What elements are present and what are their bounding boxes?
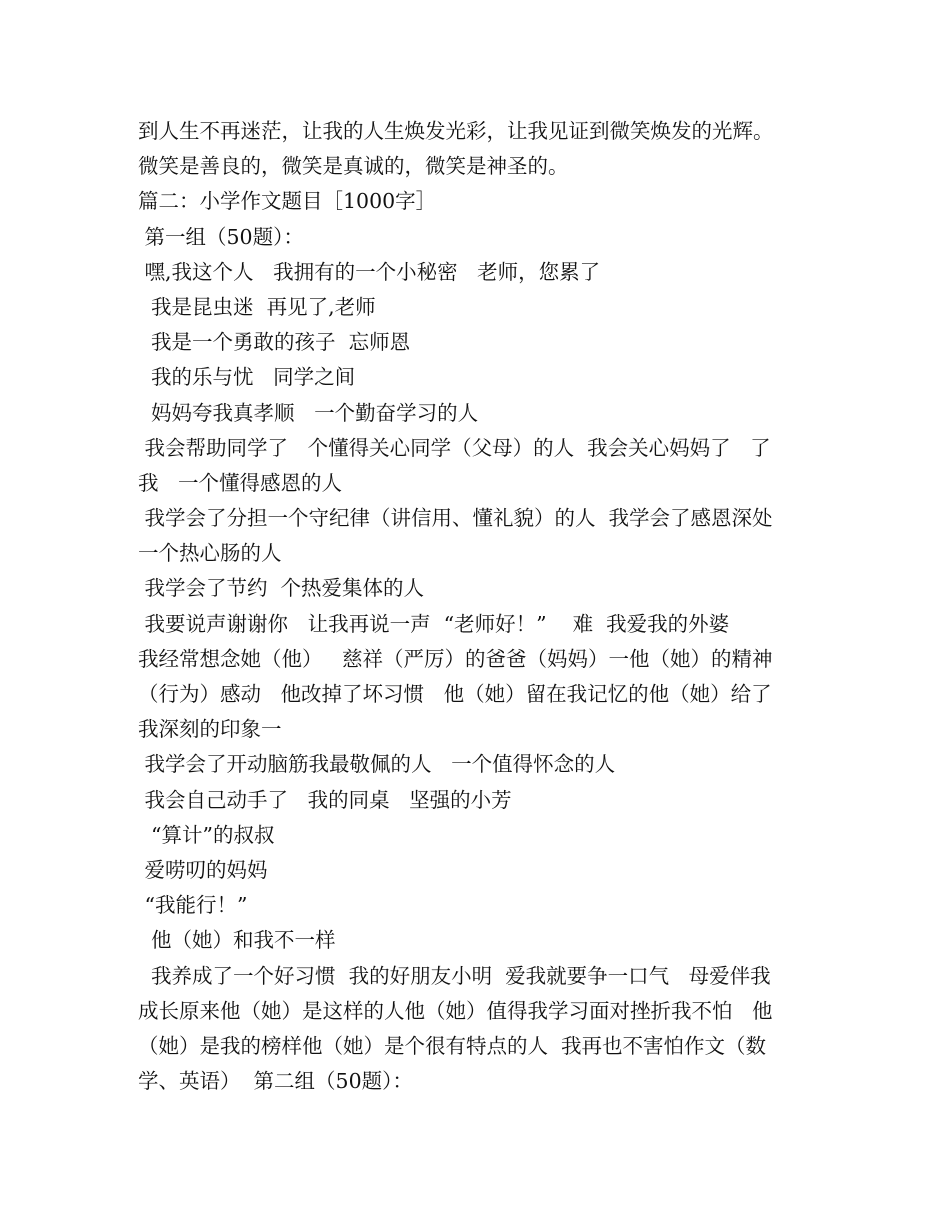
text-line: 我学会了节约 个热爱集体的人 <box>138 576 425 601</box>
text-line: 成长原来他（她）是这样的人他（她）值得我学习面对挫折我不怕 他 <box>138 998 773 1023</box>
text-line: 学、英语） 第二组（50题）： <box>138 1069 413 1094</box>
text-line: 我经常想念她（他） 慈祥（严厉）的爸爸（妈妈）一他（她）的精神 <box>138 646 773 671</box>
text-line: 爱唠叨的妈妈 <box>138 857 268 882</box>
text-line: “算计”的叔叔 <box>138 822 275 847</box>
text-line: 嘿,我这个人 我拥有的一个小秘密 老师，您累了 <box>138 259 601 284</box>
document-body <box>138 114 818 1099</box>
text-line: 我养成了一个好习惯 我的好朋友小明 爱我就要争一口气 母爱伴我 <box>138 963 771 988</box>
text-line: 我学会了分担一个守纪律（讲信用、懂礼貌）的人 我学会了感恩深处 <box>138 506 773 531</box>
text-line: 妈妈夸我真孝顺 一个勤奋学习的人 <box>138 400 479 425</box>
text-line: 我的乐与忧 同学之间 <box>138 365 356 390</box>
text-line: 我要说声谢谢你 让我再说一声 “老师好！” 难 我爱我的外婆 <box>138 611 730 636</box>
group-heading: 第一组（50题）： <box>138 224 304 249</box>
text-line: 微笑是善良的，微笑是真诚的，微笑是神圣的。 <box>138 154 569 179</box>
section-heading: 篇二：小学作文题目［1000字］ <box>138 189 437 214</box>
text-line: 他（她）和我不一样 <box>138 928 336 953</box>
text-line: 到人生不再迷茫，让我的人生焕发光彩，让我见证到微笑焕发的光辉。 <box>138 119 774 143</box>
text-line: 我是昆虫迷 再见了,老师 <box>138 294 376 319</box>
text-line: 我学会了开动脑筋我最敬佩的人 一个值得怀念的人 <box>138 752 616 777</box>
text-line: 一个热心肠的人 <box>138 541 282 566</box>
text-line: “我能行！” <box>138 893 248 918</box>
text-line: 我是一个勇敢的孩子 忘师恩 <box>138 330 411 355</box>
text-line: （行为）感动 他改掉了坏习惯 他（她）留在我记忆的他（她）给了 <box>138 682 772 706</box>
text-line: 我 一个懂得感恩的人 <box>138 470 343 495</box>
text-line: 我会帮助同学了 个懂得关心同学（父母）的人 我会关心妈妈了 了 <box>138 435 771 460</box>
text-line: （她）是我的榜样他（她）是个很有特点的人 我再也不害怕作文（数 <box>138 1033 767 1058</box>
text-line: 我会自己动手了 我的同桌 坚强的小芳 <box>138 787 512 812</box>
text-line: 我深刻的印象一 <box>138 717 282 742</box>
